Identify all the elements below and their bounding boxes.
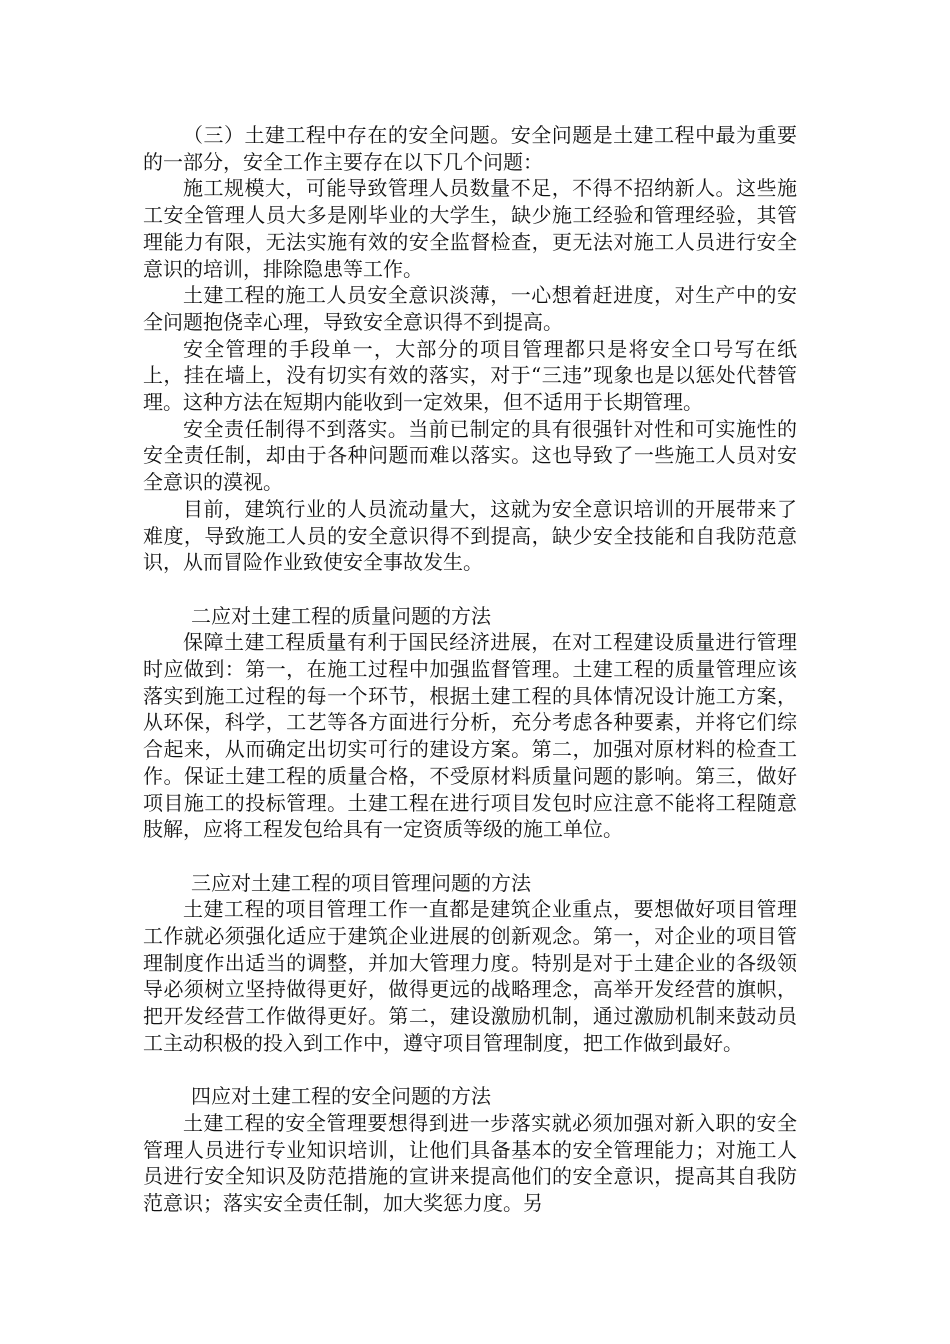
section-gap: [143, 1057, 797, 1084]
paragraph-quality-methods: 保障土建工程质量有利于国民经济进展，在对工程建设质量进行管理时应做到：第一，在施工过程中加强监督管理。土建工程的质量管理应该落实到施工过程的每一个环节，根据土建工程的具体情况设计施工方案，从环保，科学，工艺等各方面进行分析，充分考虑各种要素，并将它们综合起来，从而确定出切实可行的建设方案。第二，加强对原材料的检查工作。保证土建工程的质量合格，不受原材料质量问题的影响。第三，做好项目施工的投标管理。土建工程在进行项目发包时应注意不能将工程随意肢解，应将工程发包给具有一定资质等级的施工单位。: [143, 630, 797, 842]
paragraph-responsibility: 安全责任制得不到落实。当前已制定的具有很强针对性和可实施性的安全责任制，却由于各种问题而难以落实。这也导致了一些施工人员对安全意识的漠视。: [143, 416, 797, 495]
paragraph-scale-staffing: 施工规模大，可能导致管理人员数量不足，不得不招纳新人。这些施工安全管理人员大多是刚毕业的大学生，缺少施工经验和管理经验，其管理能力有限，无法实施有效的安全监督检查，更无法对施工人员进行安全意识的培训，排除隐患等工作。: [143, 176, 797, 281]
paragraph-safety-methods: 土建工程的安全管理要想得到进一步落实就必须加强对新入职的安全管理人员进行专业知识培训，让他们具备基本的安全管理能力；对施工人员进行安全知识及防范措施的宣讲来提高他们的安全意识，提高其自我防范意识；落实安全责任制，加大奖惩力度。另: [143, 1110, 797, 1216]
section-gap: [143, 843, 797, 870]
paragraph-mobility: 目前，建筑行业的人员流动量大，这就为安全意识培训的开展带来了难度，导致施工人员的安全意识得不到提高，缺少安全技能和自我防范意识，从而冒险作业致使安全事故发生。: [143, 496, 797, 575]
section-heading-project-management: 三应对土建工程的项目管理问题的方法: [191, 870, 531, 895]
paragraph-weak-awareness: 土建工程的施工人员安全意识淡薄，一心想着赶进度，对生产中的安全问题抱侥幸心理，导致安全意识得不到提高。: [143, 283, 797, 334]
paragraph-single-means: 安全管理的手段单一，大部分的项目管理都只是将安全口号写在纸上，挂在墙上，没有切实有效的落实，对于“三违”现象也是以惩处代替管理。这种方法在短期内能收到一定效果，但不适用于长期管理。: [143, 336, 797, 415]
paragraph-project-management-methods: 土建工程的项目管理工作一直都是建筑企业重点，要想做好项目管理工作就必须强化适应于建筑企业进展的创新观念。第一，对企业的项目管理制度作出适当的调整，并加大管理力度。特别是对于土建企业的各级领导必须树立坚持做得更好，做得更远的战略理念，高举开发经营的旗帜，把开发经营工作做得更好。第二，建设激励机制，通过激励机制来鼓动员工主动积极的投入到工作中，遵守项目管理制度，把工作做到最好。: [143, 897, 797, 1055]
paragraph-safety-issues-intro: （三）土建工程中存在的安全问题。安全问题是土建工程中最为重要的一部分，安全工作主要存在以下几个问题：: [143, 123, 797, 174]
document-page: [143, 122, 797, 1217]
section-heading-quality: 二应对土建工程的质量问题的方法: [191, 603, 491, 628]
section-heading-safety: 四应对土建工程的安全问题的方法: [191, 1084, 491, 1109]
section-gap: [143, 576, 797, 603]
